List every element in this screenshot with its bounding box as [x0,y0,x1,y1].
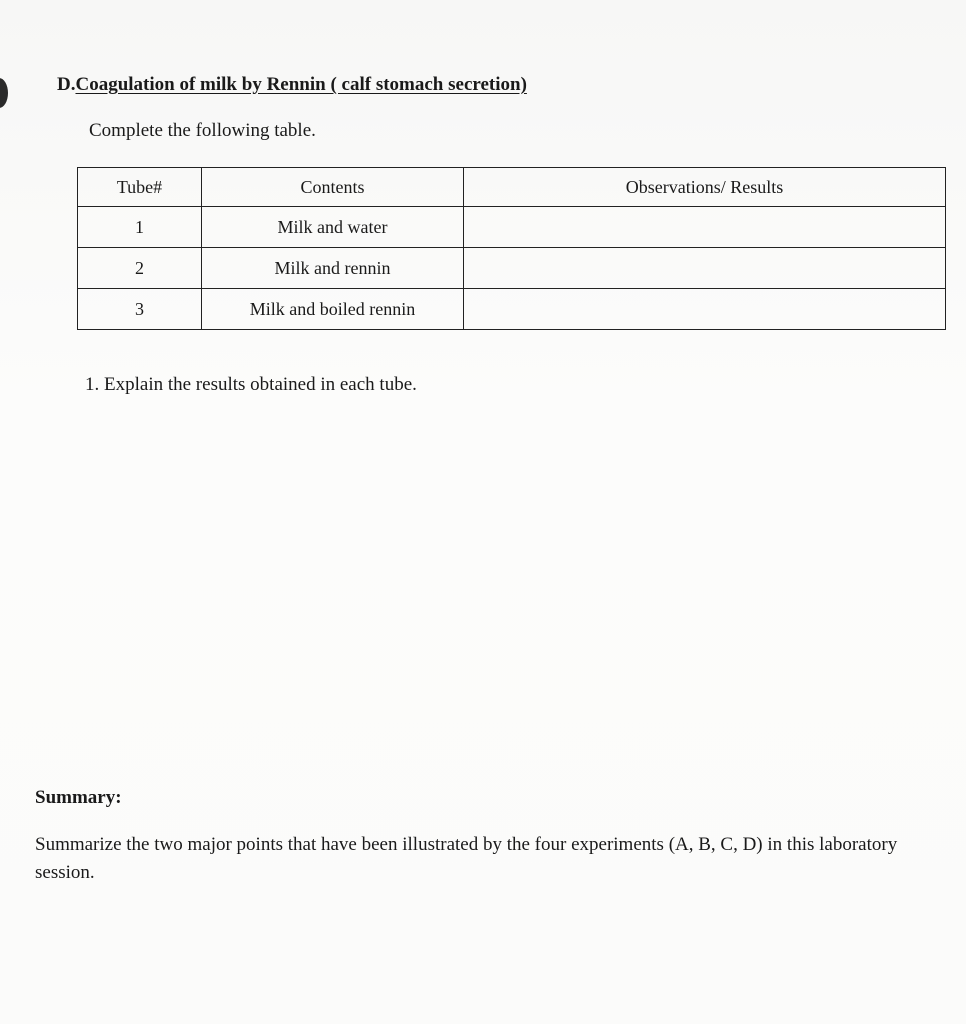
header-observations: Observations/ Results [464,168,946,207]
table-row [78,207,946,248]
cell-tube: 2 [78,248,202,289]
table-header-row [78,168,946,207]
cell-observations[interactable] [464,207,946,248]
table-row [78,248,946,289]
cell-tube: 3 [78,289,202,330]
cell-contents: Milk and water [202,207,464,248]
cell-tube: 1 [78,207,202,248]
cell-observations[interactable] [464,289,946,330]
table-row [78,289,946,330]
cell-observations[interactable] [464,248,946,289]
cell-contents: Milk and rennin [202,248,464,289]
header-tube: Tube# [78,168,202,207]
section-title [57,74,527,96]
table-instruction: Complete the following table. [89,120,316,141]
summary-heading: Summary: [35,787,122,808]
cell-contents: Milk and boiled rennin [202,289,464,330]
results-table [77,167,946,330]
binder-hole-mark [0,78,8,108]
question-1: 1. Explain the results obtained in each tube. [85,374,417,395]
section-title-text: Coagulation of milk by Rennin ( calf stomach secretion) [75,74,527,95]
summary-text: Summarize the two major points that have been illustrated by the four experiments (A, B, C, D) in this laboratory session. [35,834,898,883]
section-letter: D. [57,74,76,95]
header-contents: Contents [202,168,464,207]
